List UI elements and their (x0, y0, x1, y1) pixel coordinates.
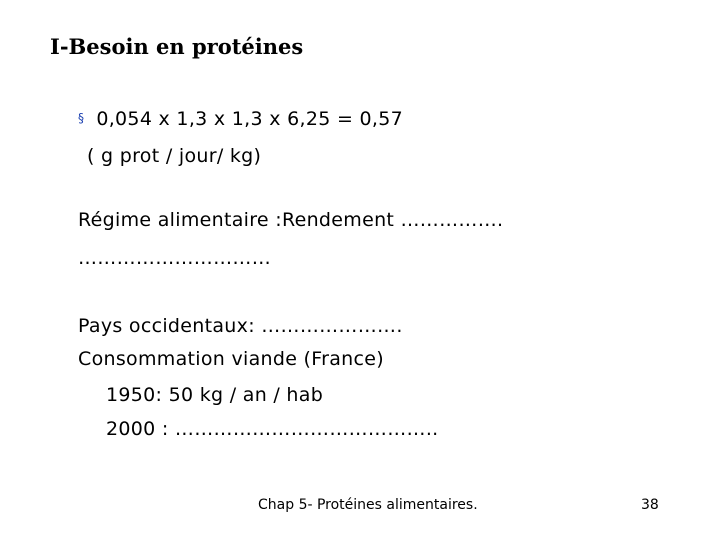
footer-chapter: Chap 5- Protéines alimentaires. (258, 497, 478, 513)
formula-unit: ( g prot / jour/ kg) (87, 145, 262, 167)
slide-title: I-Besoin en protéines (50, 34, 304, 59)
consommation-line: Consommation viande (France) (78, 348, 384, 370)
regime-continuation: ………………………… (78, 247, 271, 269)
formula-text: 0,054 x 1,3 x 1,3 x 6,25 = 0,57 (96, 108, 404, 130)
formula-bullet (78, 108, 403, 130)
page-number: 38 (641, 497, 659, 513)
year-1950-line: 1950: 50 kg / an / hab (106, 384, 324, 406)
pays-occidentaux-line: Pays occidentaux: …………………. (78, 315, 403, 337)
regime-line: Régime alimentaire :Rendement ……………. (78, 209, 504, 231)
year-2000-line: 2000 : ………………………………….. (106, 418, 439, 440)
bullet-marker-icon: § (78, 111, 85, 125)
